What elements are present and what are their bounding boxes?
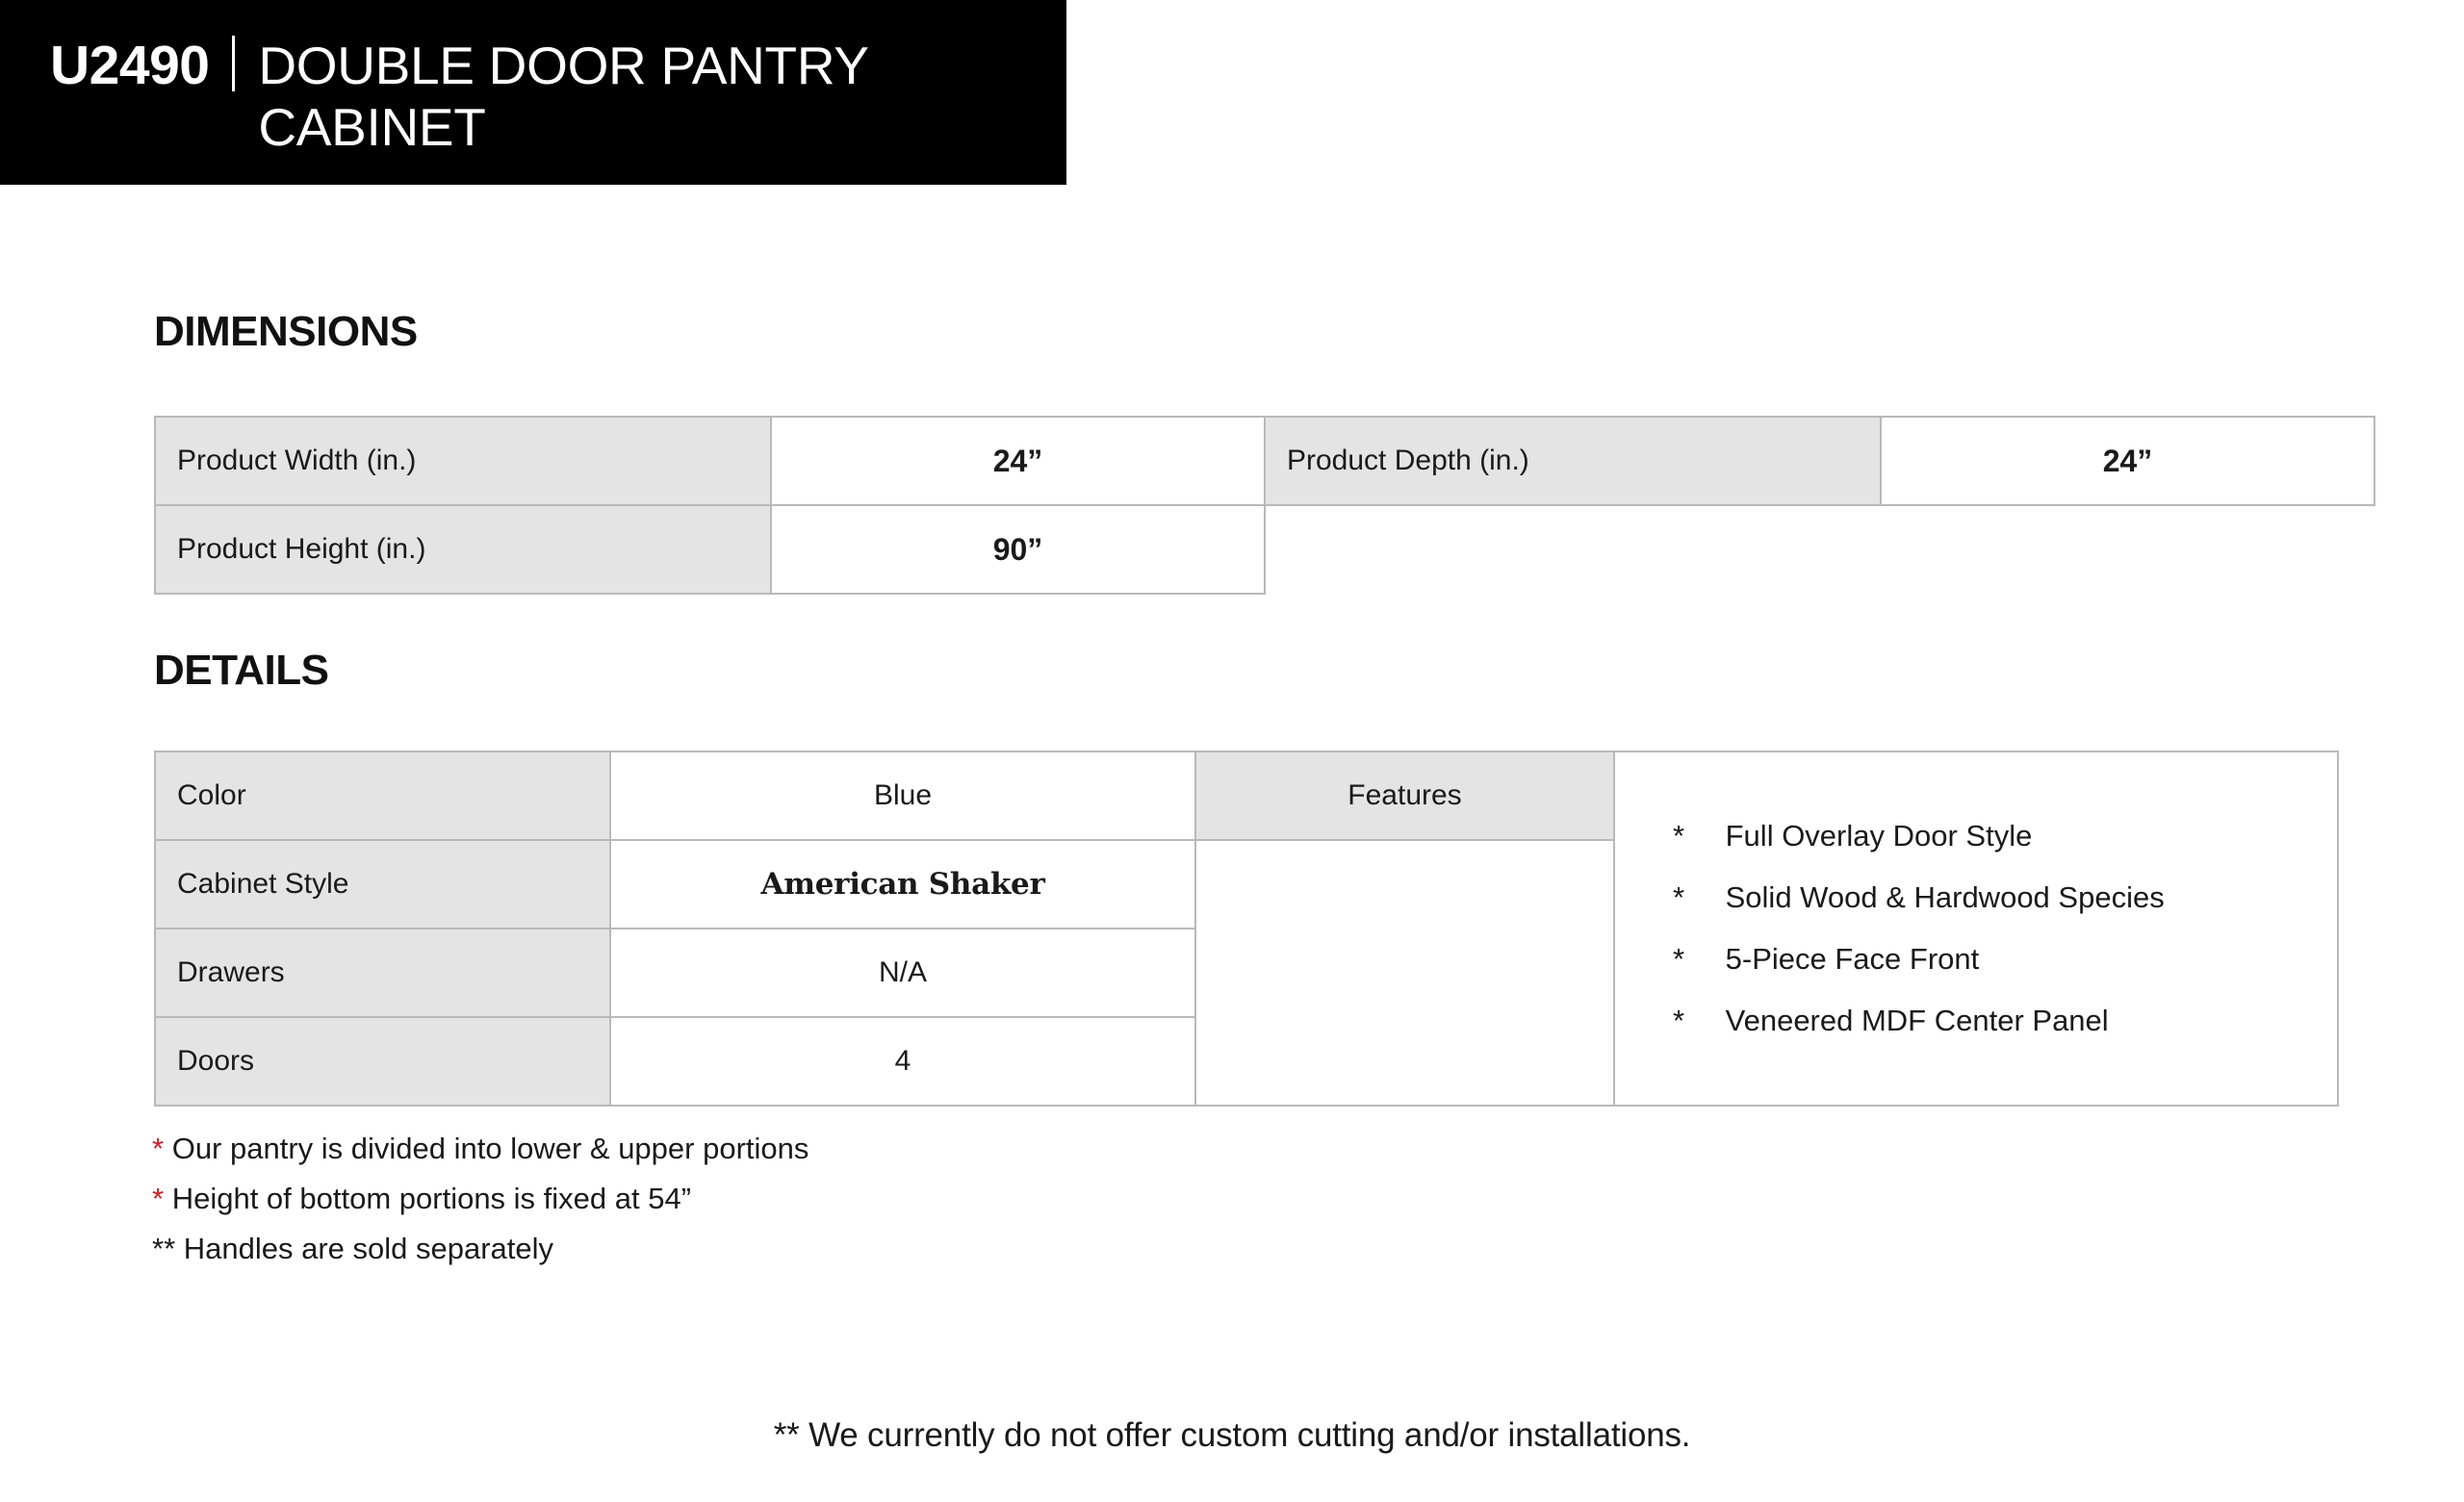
- footnote-item: [152, 1224, 808, 1274]
- features-blank-cell: [1195, 840, 1614, 1106]
- feature-text: Full Overlay Door Style: [1725, 819, 2033, 853]
- footnote-text: Handles are sold separately: [183, 1232, 554, 1265]
- cabinet-style-label: Cabinet Style: [155, 840, 610, 929]
- features-label: Features: [1195, 751, 1614, 840]
- footnote-text: Our pantry is divided into lower & upper portions: [171, 1132, 809, 1165]
- features-cell: [1614, 751, 2338, 1106]
- footnote-marker: *: [152, 1132, 165, 1165]
- product-width-value: 24”: [771, 417, 1265, 505]
- list-item: [1673, 990, 2337, 1052]
- bottom-note: [0, 1416, 2464, 1455]
- product-depth-value: 24”: [1881, 417, 2374, 505]
- dimensions-heading: DIMENSIONS: [154, 308, 418, 355]
- footnote-text: Height of bottom portions is fixed at 54”: [171, 1182, 692, 1215]
- footnotes: [152, 1124, 808, 1274]
- details-heading: DETAILS: [154, 647, 329, 694]
- bullet-star-icon: *: [1673, 880, 1685, 914]
- color-label: Color: [155, 751, 610, 840]
- page-title: DOUBLE DOOR PANTRY CABINET: [258, 35, 868, 157]
- product-height-value: 90”: [771, 505, 1265, 594]
- doors-value: 4: [610, 1017, 1195, 1106]
- table-row: [155, 417, 2374, 505]
- drawers-value: N/A: [610, 929, 1195, 1017]
- bullet-star-icon: *: [1673, 1004, 1685, 1037]
- table-row: [155, 505, 2374, 594]
- bullet-star-icon: *: [1673, 819, 1685, 853]
- footnote-marker: **: [152, 1232, 176, 1265]
- drawers-label: Drawers: [155, 929, 610, 1017]
- bottom-note-text: ** We currently do not offer custom cutting and/or installations.: [773, 1416, 1691, 1454]
- cabinet-style-value: American Shaker: [610, 840, 1195, 929]
- spacer-cell: [1881, 505, 2374, 594]
- product-height-label: Product Height (in.): [155, 505, 771, 594]
- feature-text: Solid Wood & Hardwood Species: [1725, 880, 2165, 914]
- feature-text: 5-Piece Face Front: [1725, 942, 1980, 976]
- header-divider: [232, 36, 235, 91]
- footnote-item: [152, 1124, 808, 1174]
- list-item: [1673, 867, 2337, 929]
- header-bar: [0, 0, 1066, 185]
- footnote-marker: *: [152, 1182, 165, 1215]
- footnote-item: [152, 1174, 808, 1224]
- dimensions-table: [154, 416, 2375, 595]
- spacer-cell: [1265, 505, 1881, 594]
- list-item: [1673, 805, 2337, 867]
- features-list: [1615, 792, 2337, 1065]
- header-content: [0, 28, 1066, 158]
- product-code: U2490: [50, 34, 210, 96]
- doors-label: Doors: [155, 1017, 610, 1106]
- bullet-star-icon: *: [1673, 942, 1685, 976]
- feature-text: Veneered MDF Center Panel: [1725, 1004, 2109, 1037]
- list-item: [1673, 929, 2337, 990]
- product-width-label: Product Width (in.): [155, 417, 771, 505]
- product-depth-label: Product Depth (in.): [1265, 417, 1881, 505]
- color-value: Blue: [610, 751, 1195, 840]
- details-table: [154, 751, 2339, 1107]
- table-row: [155, 751, 2338, 840]
